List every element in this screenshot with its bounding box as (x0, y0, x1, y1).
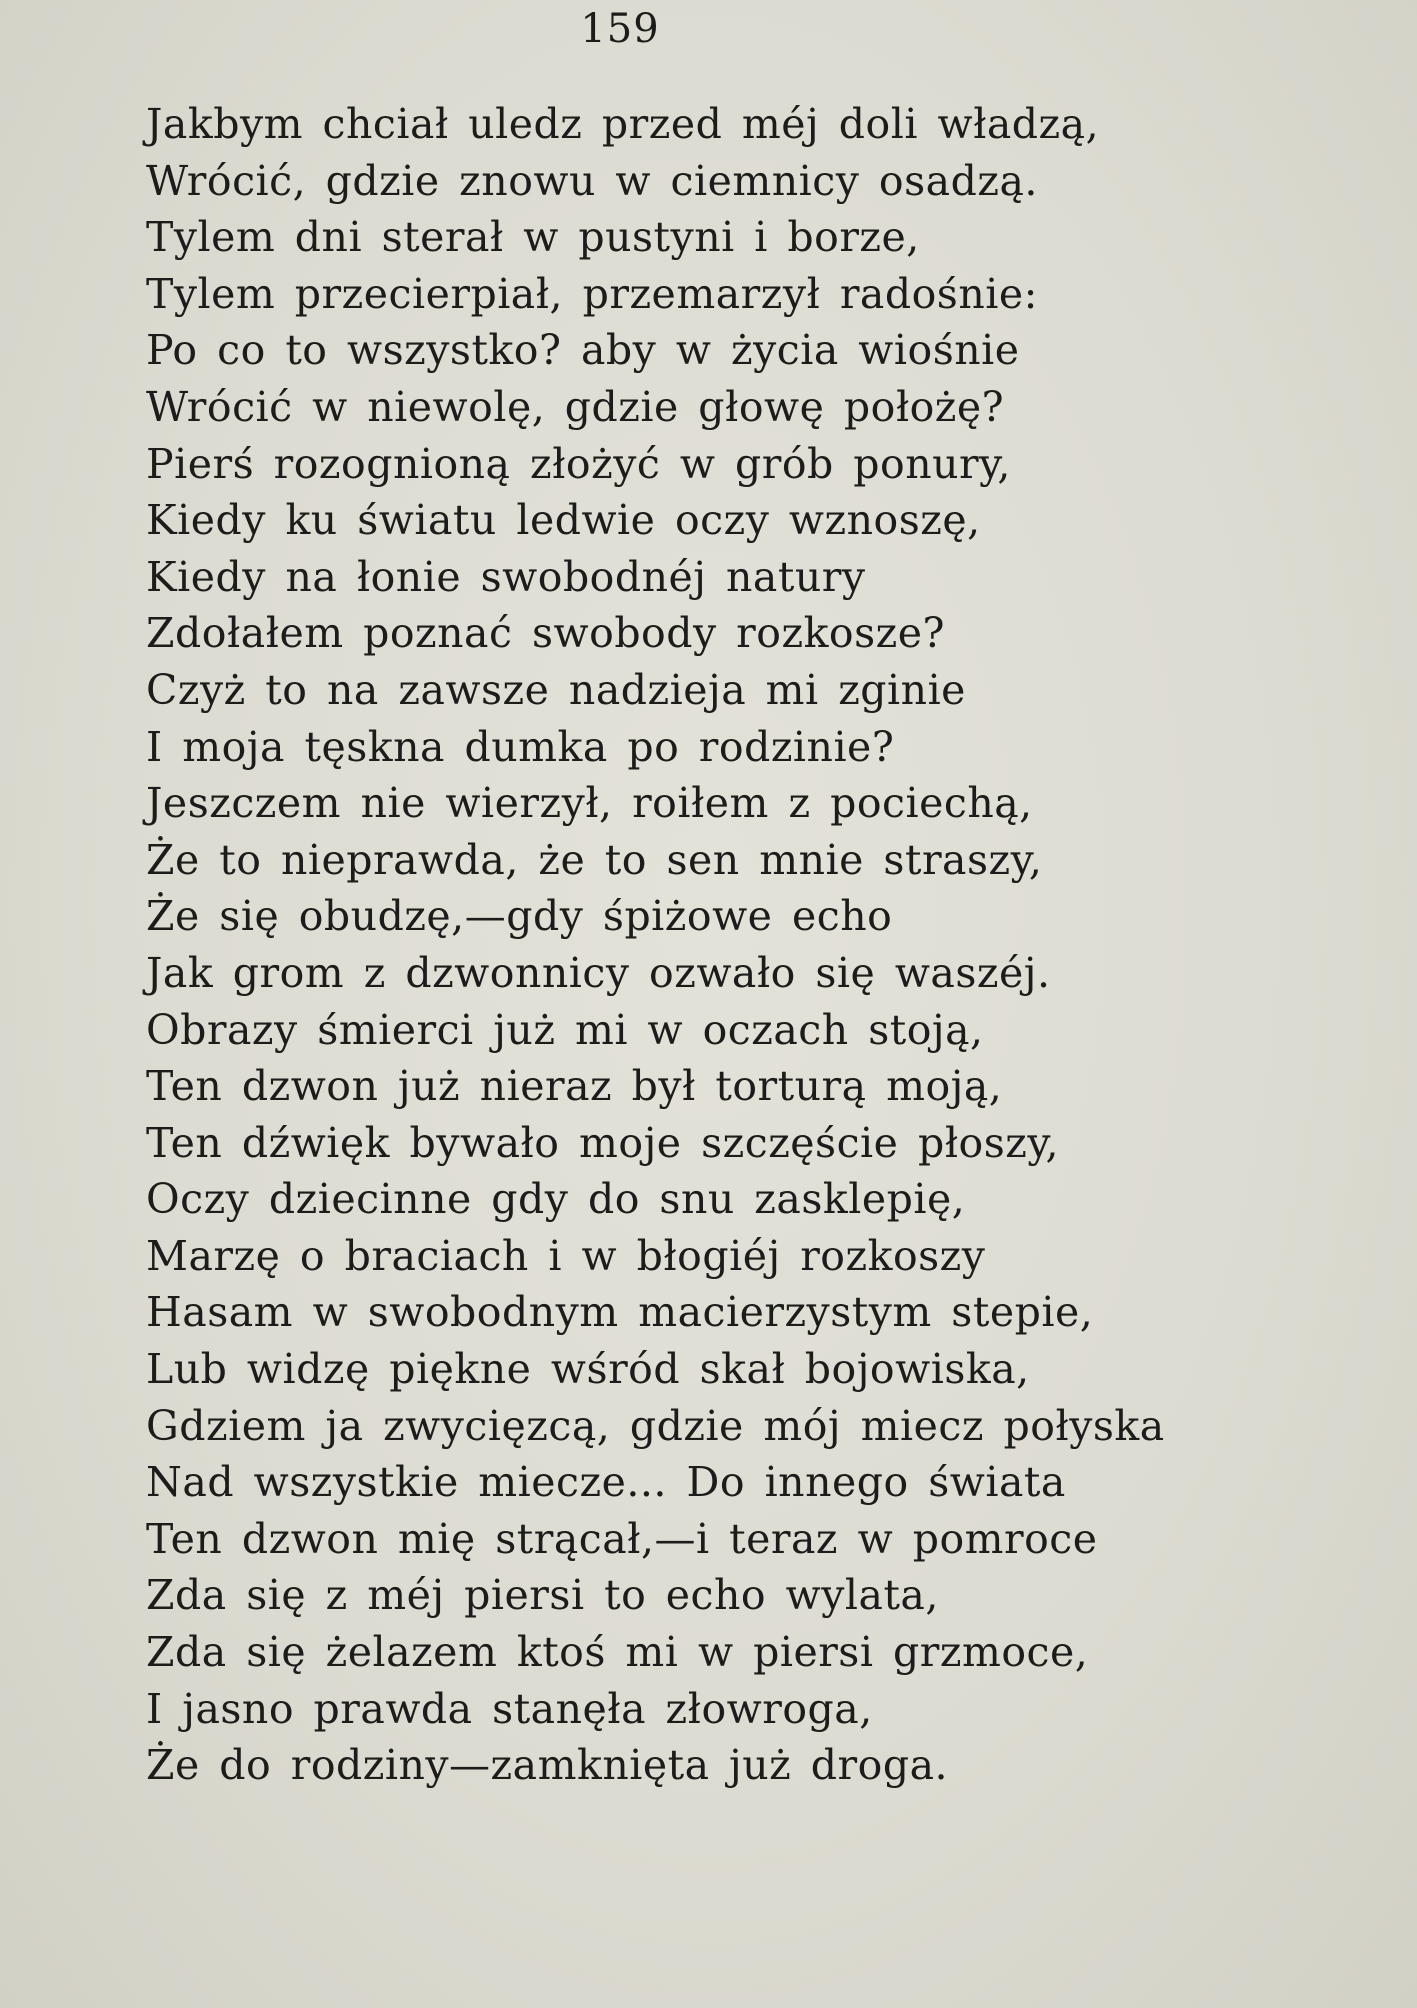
poem-line: Marzę o braciach i w błogiéj rozkoszy (146, 1231, 986, 1280)
poem-line: Gdziem ja zwycięzcą, gdzie mój miecz połyska (146, 1401, 1165, 1450)
poem-line: Jakbym chciał uledz przed méj doli władzą, (146, 100, 1100, 148)
poem-line: Czyż to na zawsze nadzieja mi zginie (146, 665, 966, 714)
poem-line: Ten dźwięk bywało moje szczęście płoszy, (146, 1118, 1060, 1167)
poem-line: Lub widzę piękne wśród skał bojowiska, (146, 1345, 1030, 1394)
poem-line: Że się obudzę,—gdy śpiżowe echo (146, 892, 893, 941)
page-number: 159 (580, 6, 660, 52)
poem-line: Że do rodziny—zamknięta już droga. (146, 1741, 949, 1790)
poem-line: Hasam w swobodnym macierzystym stepie, (146, 1288, 1094, 1337)
poem-line: Tylem przecierpiał, przemarzył radośnie: (146, 269, 1038, 318)
poem-line: Jak grom z dzwonnicy ozwało się waszéj. (146, 948, 1051, 997)
poem-line: I jasno prawda stanęła złowroga, (146, 1684, 873, 1733)
poem-line: Wrócić, gdzie znowu w ciemnicy osadzą. (146, 156, 1038, 205)
poem-line: Że to nieprawda, że to sen mnie straszy, (146, 835, 1043, 884)
poem-line: Kiedy ku światu ledwie oczy wznoszę, (146, 496, 981, 545)
poem-line: Zdołałem poznać swobody rozkosze? (146, 609, 945, 658)
poem-line: Obrazy śmierci już mi w oczach stoją, (146, 1005, 984, 1054)
poem-line: Tylem dni sterał w pustyni i borze, (146, 213, 920, 262)
poem-line: Pierś rozognioną złożyć w grób ponury, (146, 439, 1011, 488)
poem-line: Ten dzwon mię strącał,—i teraz w pomroce (146, 1514, 1098, 1563)
poem-text (146, 96, 1165, 1794)
poem-line: Ten dzwon już nieraz był torturą moją, (146, 1062, 1003, 1111)
poem-line: Oczy dziecinne gdy do snu zasklepię, (146, 1175, 966, 1224)
poem-line: Zda się żelazem ktoś mi w piersi grzmoce, (146, 1628, 1089, 1677)
poem-line: Jeszczem nie wierzył, roiłem z pociechą, (146, 779, 1033, 828)
poem-line: Zda się z méj piersi to echo wylata, (146, 1571, 939, 1620)
poem-line: Po co to wszystko? aby w życia wiośnie (146, 326, 1020, 375)
poem-line: Kiedy na łonie swobodnéj natury (146, 552, 866, 601)
poem-line: I moja tęskna dumka po rodzinie? (146, 722, 895, 771)
poem-line: Wrócić w niewolę, gdzie głowę położę? (146, 382, 1005, 431)
poem-line: Nad wszystkie miecze... Do innego świata (146, 1458, 1066, 1507)
